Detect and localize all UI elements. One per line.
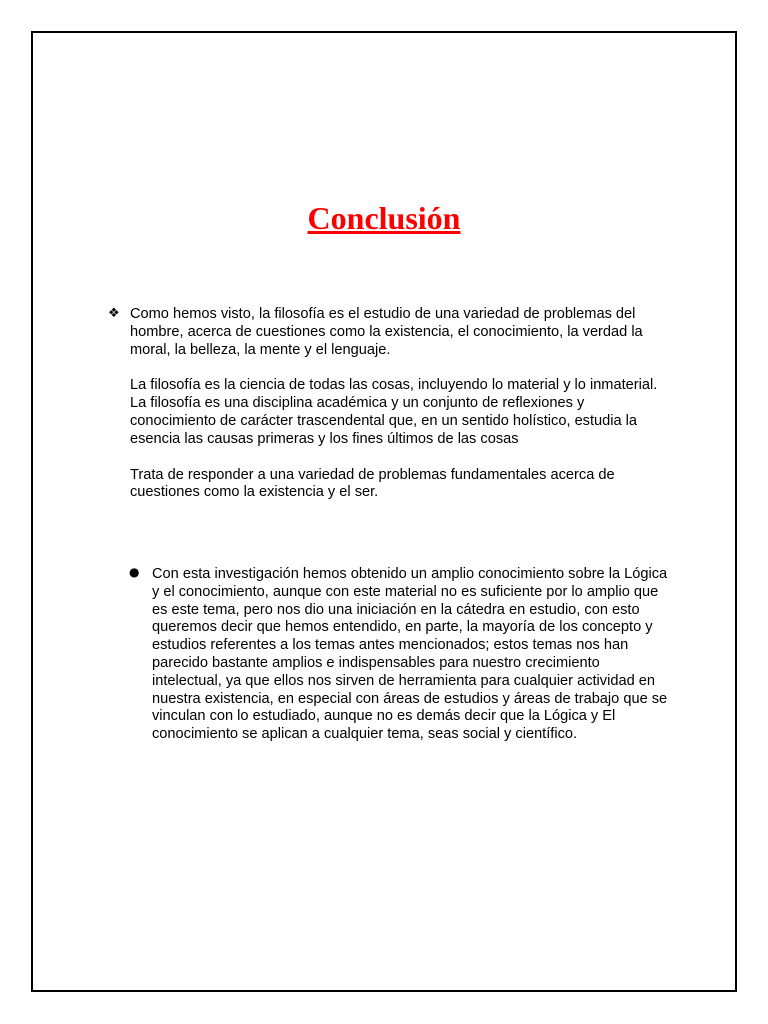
page-title: Conclusión (307, 200, 461, 236)
conclusion-section-1 (130, 306, 660, 502)
section1-paragraph-1: Como hemos visto, la filosofía es el estudio de una variedad de problemas del hombre, acerca de cuestiones como la existencia, el conocimiento, la verdad la moral, la belleza, la mente y el lenguaje. (130, 306, 643, 358)
section1-paragraph-3: La filosofía es una disciplina académica y un conjunto de reflexiones y conocimiento de carácter trascendental que, en un sentido holístico, estudia la esencia las causas primeras y los fines últimos de las cosas (130, 395, 638, 447)
section1-paragraph-4: Trata de responder a una variedad de problemas fundamentales acerca de cuestiones como la existencia y el ser. (130, 466, 615, 501)
filled-circle-bullet-icon: ● (129, 565, 140, 579)
section2-paragraph-1: Con esta investigación hemos obtenido un amplio conocimiento sobre la Lógica y el conocimiento, aunque con este material no es suficiente por lo amplio que es este tema, pero nos dio una iniciación en la cátedra en estudio, con esto queremos decir que hemos entendido, en parte, la mayoría de los concepto y estudios referentes a los temas antes mencionados; estos temas nos han parecido bastante amplios e indispensables para nuestro crecimiento intelectual, ya que ellos nos sirven de herramienta para cualquier actividad en nuestra existencia, en especial con áreas de estudios y áreas de trabajo que se vinculan con lo estudiado, aunque no es demás decir que la Lógica y El conocimiento se aplican a cualquier tema, seas social y científico. (152, 566, 668, 743)
conclusion-section-2 (152, 566, 672, 744)
four-diamond-bullet-icon: ❖ (108, 306, 120, 321)
page-border (31, 31, 737, 992)
section1-paragraph-2: La filosofía es la ciencia de todas las cosas, incluyendo lo material y lo inmaterial. (130, 377, 658, 394)
